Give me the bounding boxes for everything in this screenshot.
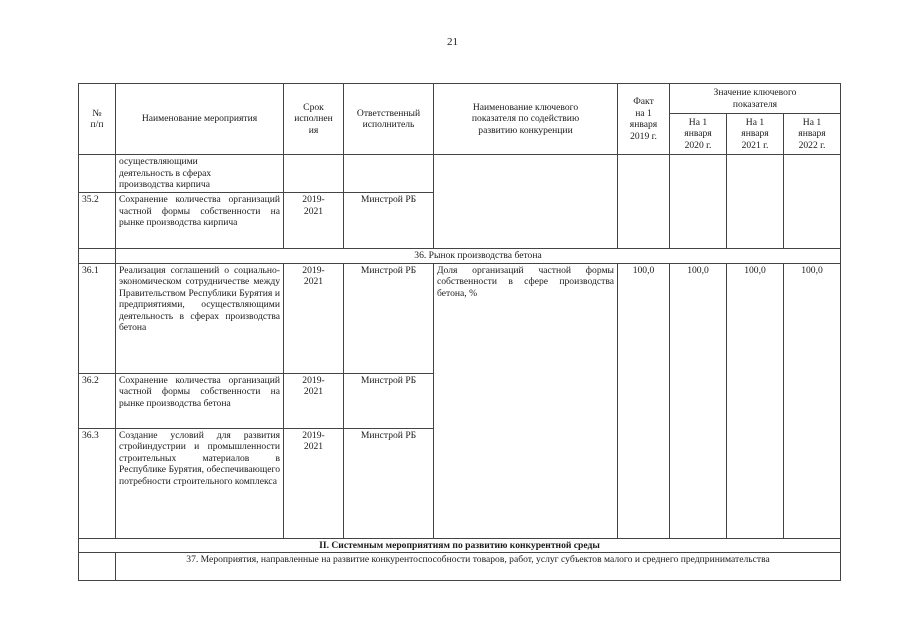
- header-indicator: Наименование ключевого показателя по содействию развитию конкуренции: [434, 84, 618, 155]
- row-num: [79, 553, 116, 581]
- row-term: 2019- 2021: [284, 193, 344, 249]
- row-event: Создание условий для развития стройиндустрии и промышленности строительных материалов в Республике Бурятия, обеспечивающего потребности строительного комплекса: [116, 428, 284, 538]
- row-num: [79, 155, 116, 193]
- row-fact: 100,0: [618, 263, 670, 538]
- row-event: осуществляющими деятельность в сферах производства кирпича: [116, 155, 284, 193]
- row-2020: [670, 155, 727, 249]
- table-row: [79, 263, 841, 373]
- row-indicator: Доля организаций частной формы собственности в сфере производства бетона, %: [434, 263, 618, 538]
- row-responsible: [344, 155, 434, 193]
- section-row: [79, 538, 841, 553]
- row-event: Реализация соглашений о социально-экономическом сотрудничестве между Правительством Республики Бурятия и предприятиями, осуществляющими деятельность в сферах производства бетона: [116, 263, 284, 373]
- row-term: 2019- 2021: [284, 373, 344, 428]
- row-term: 2019- 2021: [284, 428, 344, 538]
- row-event: Сохранение количества организаций частной формы собственности на рынке производства кирпича: [116, 193, 284, 249]
- row-num: 36.1: [79, 263, 116, 373]
- row-num: 36.2: [79, 373, 116, 428]
- row-fact: [618, 155, 670, 249]
- header-2022: На 1 января 2022 г.: [784, 114, 841, 155]
- header-event: Наименование мероприятия: [116, 84, 284, 155]
- header-2021: На 1 января 2021 г.: [727, 114, 784, 155]
- row-term: 2019- 2021: [284, 263, 344, 373]
- header-num: № п/п: [79, 84, 116, 155]
- row-responsible: Минстрой РБ: [344, 373, 434, 428]
- row-2021: 100,0: [727, 263, 784, 538]
- header-value-group: Значение ключевого показателя: [670, 84, 841, 114]
- row-2022: 100,0: [784, 263, 841, 538]
- section-title-37: 37. Мероприятия, направленные на развитие конкурентоспособности товаров, работ, услуг субъектов малого и среднего предпринимательства: [116, 553, 841, 581]
- page-number: 21: [447, 36, 458, 48]
- events-table: [78, 83, 841, 581]
- row-responsible: Минстрой РБ: [344, 193, 434, 249]
- row-indicator: [434, 155, 618, 249]
- table-row: [79, 155, 841, 193]
- row-num: [79, 249, 116, 264]
- header-term: Срок исполнен ия: [284, 84, 344, 155]
- row-term: [284, 155, 344, 193]
- header-2020: На 1 января 2020 г.: [670, 114, 727, 155]
- header-responsible: Ответственный исполнитель: [344, 84, 434, 155]
- row-responsible: Минстрой РБ: [344, 263, 434, 373]
- row-num: 36.3: [79, 428, 116, 538]
- row-event: Сохранение количества организаций частной формы собственности на рынке производства бетона: [116, 373, 284, 428]
- section-title-36: 36. Рынок производства бетона: [116, 249, 841, 264]
- row-2022: [784, 155, 841, 249]
- row-2021: [727, 155, 784, 249]
- section-row: [79, 553, 841, 581]
- row-2020: 100,0: [670, 263, 727, 538]
- section-row: [79, 249, 841, 264]
- section-title-ii: II. Системным мероприятиям по развитию конкурентной среды: [79, 538, 841, 553]
- row-num: 35.2: [79, 193, 116, 249]
- row-responsible: Минстрой РБ: [344, 428, 434, 538]
- header-fact-2019: Факт на 1 января 2019 г.: [618, 84, 670, 155]
